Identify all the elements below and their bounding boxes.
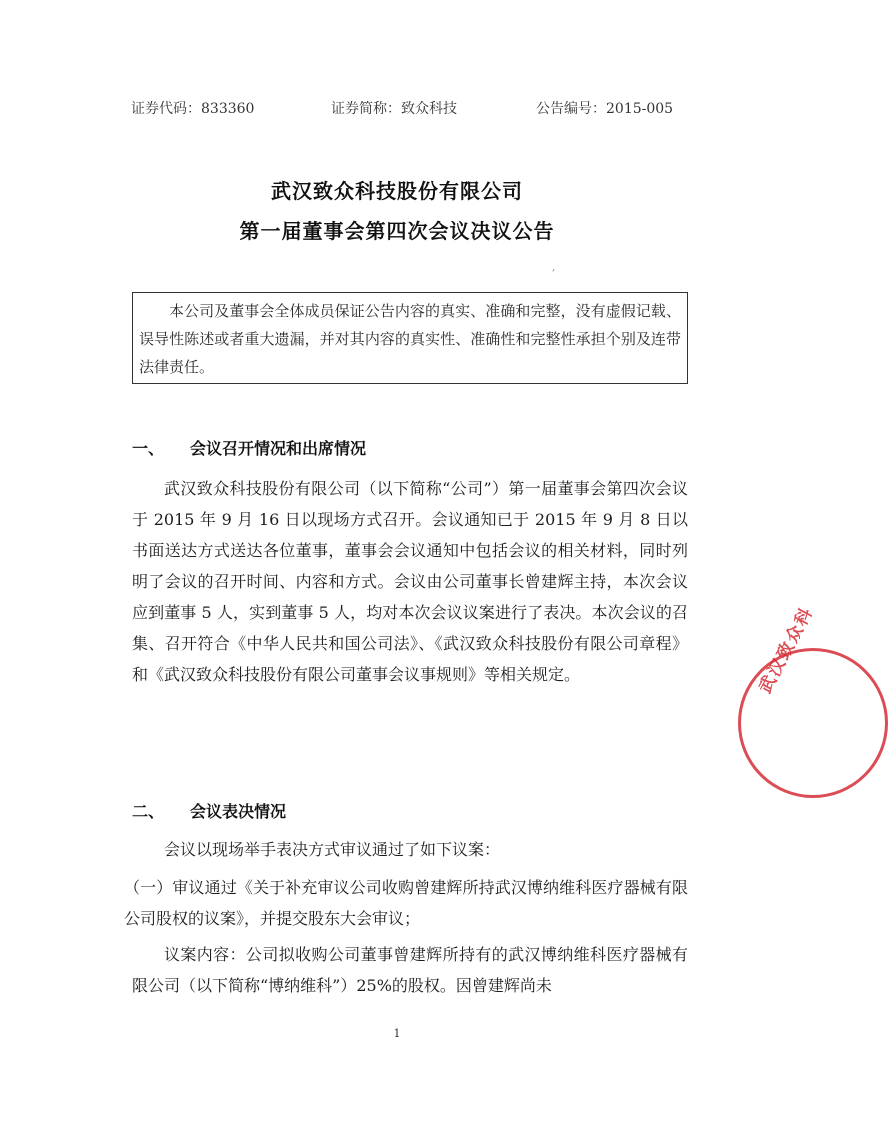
resolution-item-1-content: 议案内容：公司拟收购公司董事曾建辉所持有的武汉博纳维科医疗器械有限公司（以下简称“博纳维科”）25%的股权。因曾建辉尚未 — [132, 945, 688, 995]
seal-text: 武汉致众科 — [755, 603, 818, 697]
meeting-convening-paragraph: 武汉致众科技股份有限公司（以下简称“公司”）第一届董事会第四次会议于 2015 年 9 月 16 日以现场方式召开。会议通知已于 2015 年 9 月 8 日以书面送达方式送达各位董事，董事会会议通知中包括会议的相关材料，同时列明了会议的召开时间、内容和方式。会议由公司董事长曾建辉主持，本次会议应到董事 5 人，实到董事 5 人，均对本次会议议案进行了表决。本次会议的召集、召开符合《中华人民共和国公司法》、《武汉致众科技股份有限公司章程》和《武汉致众科技股份有限公司董事会议事规则》等相关规定。 — [132, 479, 688, 684]
disclaimer-notice-box: 本公司及董事会全体成员保证公告内容的真实、准确和完整，没有虚假记载、误导性陈述或者重大遗漏，并对其内容的真实性、准确性和完整性承担个别及连带法律责任。 — [132, 292, 688, 384]
security-code: 证券代码：833360 — [131, 101, 255, 117]
announcement-number: 公告编号：2015-005 — [536, 101, 674, 117]
section-number: 一、 — [132, 439, 165, 458]
section-heading-voting — [132, 799, 286, 822]
company-seal — [738, 603, 888, 798]
page-number: 1 — [393, 1027, 401, 1040]
resolution-item-1: （一）审议通过《关于补充审议公司收购曾建辉所持武汉博纳维科医疗器械有限公司股权的议案》，并提交股东大会审议； — [124, 878, 688, 928]
section-number: 二、 — [132, 802, 165, 821]
announcement-header — [131, 98, 679, 120]
company-title: 武汉致众科技股份有限公司 — [271, 179, 523, 203]
voting-intro-paragraph: 会议以现场举手表决方式审议通过了如下议案： — [164, 840, 501, 859]
security-abbreviation: 证券简称：致众科技 — [331, 101, 457, 117]
section-heading-meeting-convening — [132, 436, 366, 459]
section-title: 会议召开情况和出席情况 — [190, 439, 367, 458]
section-title: 会议表决情况 — [190, 802, 287, 821]
stray-mark: , — [552, 262, 556, 273]
announcement-title: 第一届董事会第四次会议决议公告 — [239, 219, 555, 243]
